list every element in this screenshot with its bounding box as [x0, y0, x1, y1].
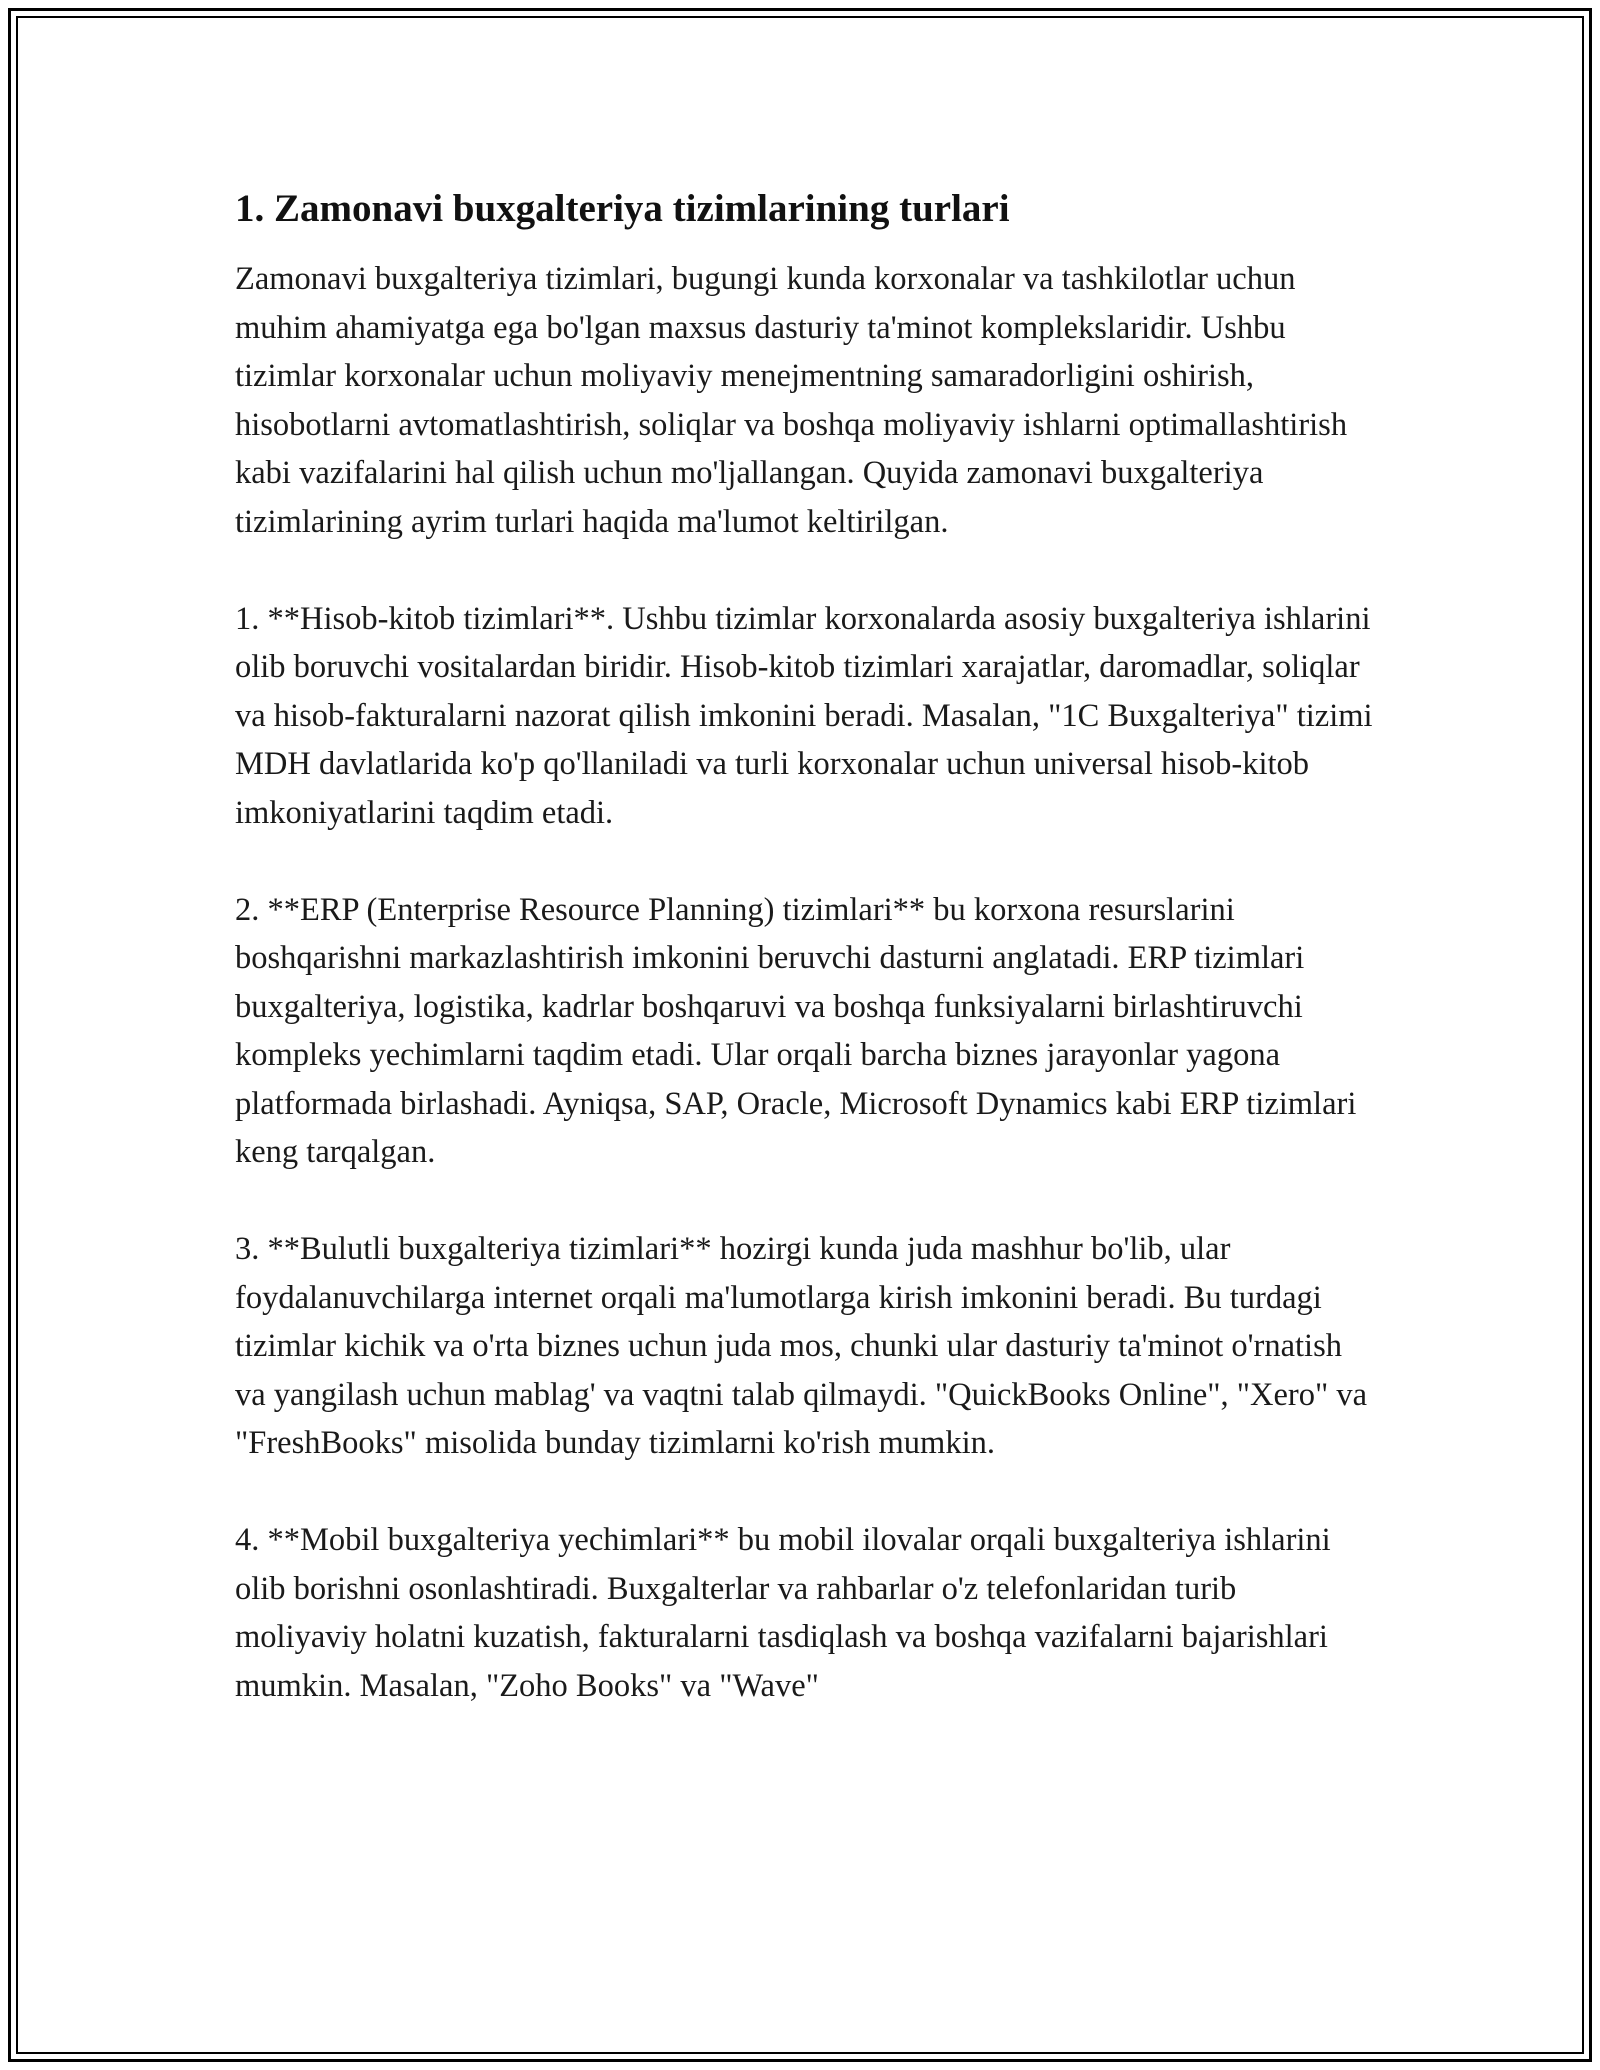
paragraph-cloud-systems: 3. **Bulutli buxgalteriya tizimlari** hozirgi kunda juda mashhur bo'lib, ular foydalanuvchilarga internet orqali ma'lumotlarga kirish imkonini beradi. Bu turdagi tizimlar kichik va o'rta biznes uchun juda mos, chunki ular dasturiy ta'minot o'rnatish va yangilash uchun mablag' va vaqtni talab qilmaydi. "QuickBooks Online", "Xero" va "FreshBooks" misolida bunday tizimlarni ko'rish mumkin. — [235, 1231, 1368, 1461]
paragraph-mobile-solutions: 4. **Mobil buxgalteriya yechimlari** bu mobil ilovalar orqali buxgalteriya ishlarini olib borishni osonlashtiradi. Buxgalterlar va rahbarlar o'z telefonlaridan turib moliyaviy holatni kuzatish, fakturalarni tasdiqlash va boshqa vazifalarni bajarishlari mumkin. Masalan, "Zoho Books" va "Wave" — [235, 1522, 1331, 1704]
paragraph-accounting-systems: 1. **Hisob-kitob tizimlari**. Ushbu tizimlar korxonalarda asosiy buxgalteriya ishlarini olib boruvchi vositalardan biridir. Hisob-kitob tizimlari xarajatlar, daromadlar, soliqlar va hisob-fakturalarni nazorat qilish imkonini beradi. Masalan, "1C Buxgalteriya" tizimi MDH davlatlarida ko'p qo'llaniladi va turli korxonalar uchun universal hisob-kitob imkoniyatlarini taqdim etadi. — [235, 600, 1373, 831]
paragraph-erp-systems: 2. **ERP (Enterprise Resource Planning) tizimlari** bu korxona resurslarini boshqarishni markazlashtirish imkonini beruvchi dasturni anglatadi. ERP tizimlari buxgalteriya, logistika, kadrlar boshqaruvi va boshqa funksiyalarni birlashtiruvchi kompleks yechimlarni taqdim etadi. Ular orqali barcha biznes jarayonlar yagona platformada birlashadi. Ayniqsa, SAP, Oracle, Microsoft Dynamics kabi ERP tizimlari keng tarqalgan. — [235, 891, 1357, 1170]
section-title: 1. Zamonavi buxgalteriya tizimlarining turlari — [235, 187, 1010, 230]
document-body — [235, 185, 1375, 1759]
intro-paragraph: Zamonavi buxgalteriya tizimlari, bugungi kunda korxonalar va tashkilotlar uchun muhim ahamiyatga ega bo'lgan maxsus dasturiy ta'minot komplekslaridir. Ushbu tizimlar korxonalar uchun moliyaviy menejmentning samaradorligini oshirish, hisobotlarni avtomatlashtirish, soliqlar va boshqa moliyaviy ishlarni optimallashtirish kabi vazifalarini hal qilish uchun mo'ljallangan. Quyida zamonavi buxgalteriya tizimlarining ayrim turlari haqida ma'lumot keltirilgan. — [235, 261, 1348, 540]
